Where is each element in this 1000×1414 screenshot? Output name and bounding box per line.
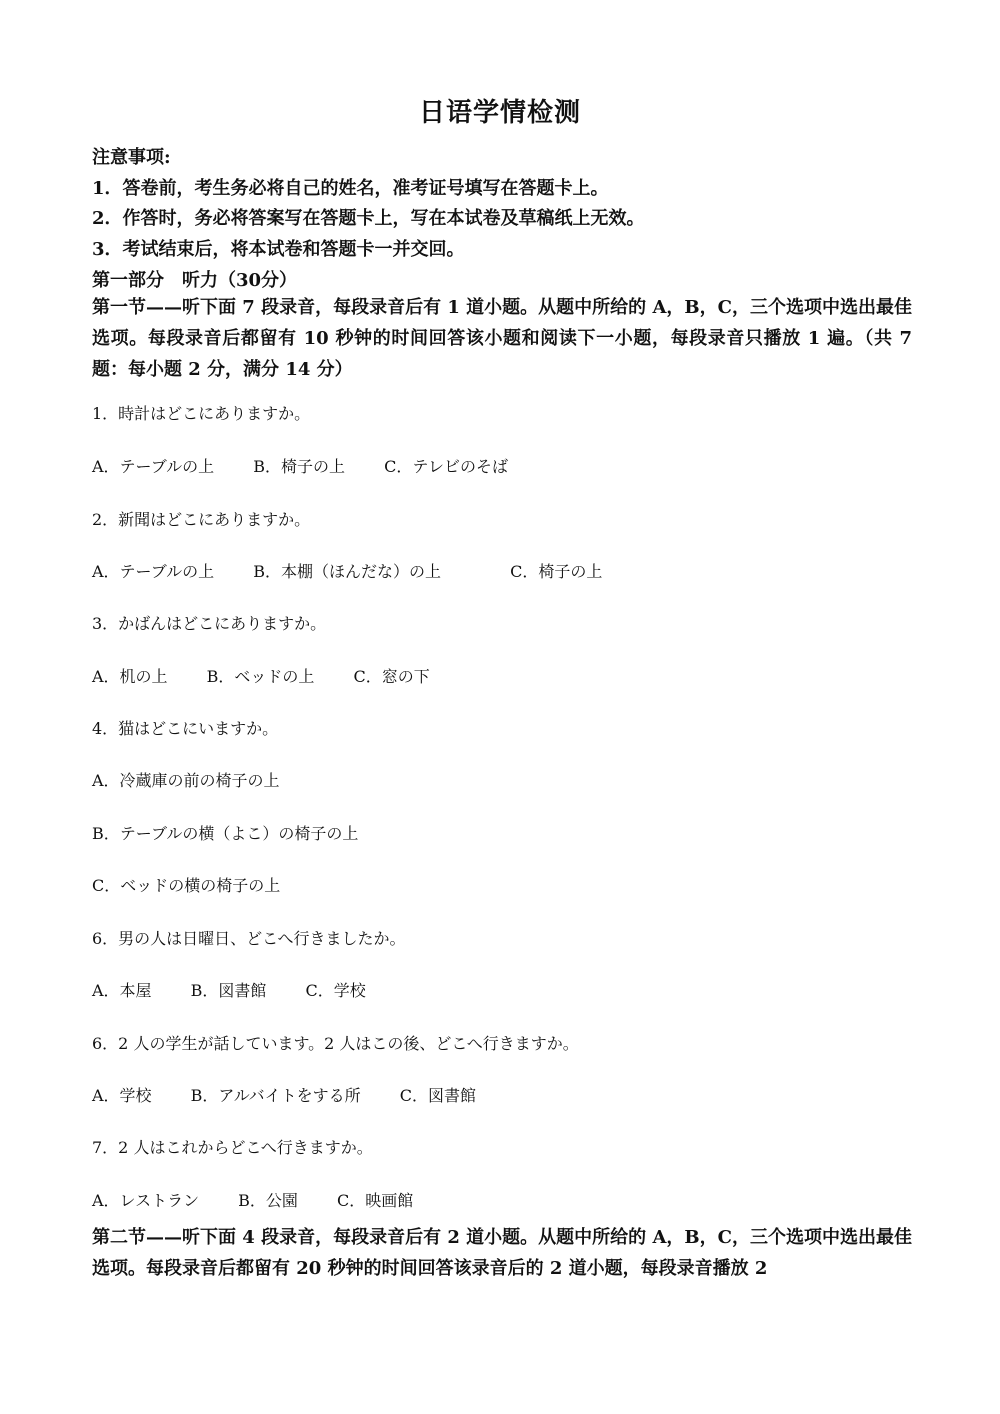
option-b: B．本棚（ほんだな）の上: [253, 562, 441, 581]
question-text: 6．男の人は日曜日、どこへ行きましたか。: [92, 929, 406, 948]
question-text: 3．かばんはどこにありますか。: [92, 614, 327, 633]
option-b: B．椅子の上: [253, 457, 345, 476]
question-options: [92, 559, 602, 582]
option-a: A．冷蔵庫の前の椅子の上: [92, 771, 280, 790]
option-c: C．窓の下: [353, 667, 430, 686]
section2-intro: 第二节——听下面 4 段录音，每段录音后有 2 道小题。从题中所给的 A，B，C，三个选项中选出最佳选项。每段录音后都留有 20 秒钟的时间回答该录音后的 2 道小题，每段录音播放 2: [92, 1227, 912, 1279]
option-c: C．テレビのそば: [384, 457, 509, 476]
question-options: [92, 1083, 476, 1106]
part-heading: 第一部分 听力（30分）: [92, 270, 298, 291]
option-a: A．本屋: [92, 981, 152, 1000]
question-text: 6．2 人の学生が話しています。2 人はこの後、どこへ行きますか。: [92, 1034, 579, 1053]
option-c: C．ベッドの横の椅子の上: [92, 876, 281, 895]
option-a: A．学校: [92, 1086, 152, 1105]
question-options: [92, 978, 366, 1001]
option-b: B．ベッドの上: [206, 667, 315, 686]
question-options: [92, 1188, 413, 1211]
notice-item: 3．考试结束后，将本试卷和答题卡一并交回。: [92, 239, 465, 260]
question-options: [92, 664, 430, 687]
notice-item: 2．作答时，务必将答案写在答题卡上，写在本试卷及草稿纸上无效。: [92, 208, 645, 229]
option-a: A．テーブルの上: [92, 562, 215, 581]
option-a: A．テーブルの上: [92, 457, 215, 476]
question-text: 7．2 人はこれからどこへ行きますか。: [92, 1138, 373, 1157]
option-c: C．映画館: [337, 1191, 414, 1210]
option-c: C．図書館: [399, 1086, 476, 1105]
option-a: A．机の上: [92, 667, 168, 686]
question-text: 4．猫はどこにいますか。: [92, 719, 279, 738]
option-a: A．レストラン: [92, 1191, 200, 1210]
option-b: B．アルバイトをする所: [190, 1086, 361, 1105]
question-text: 1．時計はどこにありますか。: [92, 404, 311, 423]
option-c: C．学校: [305, 981, 366, 1000]
section1-intro: 第一节——听下面 7 段录音，每段录音后有 1 道小题。从题中所给的 A，B，C，三个选项中选出最佳选项。每段录音后都留有 10 秒钟的时间回答该小题和阅读下一小题，每段录音只播放 1 遍。（共 7 题：每小题 2 分，满分 14 分）: [92, 297, 912, 380]
page-title: 日语学情检测: [418, 98, 581, 128]
question-options: [92, 454, 508, 477]
notice-heading: 注意事项:: [92, 147, 171, 168]
notice-item: 1．答卷前，考生务必将自己的姓名，准考证号填写在答题卡上。: [92, 178, 609, 199]
option-b: B．図書館: [190, 981, 267, 1000]
option-b: B．テーブルの横（よこ）の椅子の上: [92, 824, 359, 843]
option-c: C．椅子の上: [510, 562, 603, 581]
question-text: 2．新聞はどこにありますか。: [92, 510, 311, 529]
option-b: B．公園: [238, 1191, 298, 1210]
